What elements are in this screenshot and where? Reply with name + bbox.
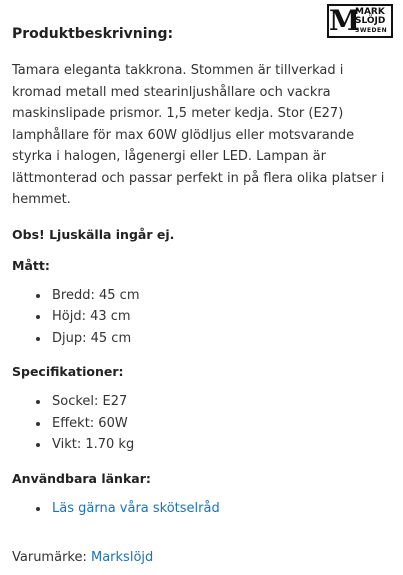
list-item: • Vikt: 1.70 kg: [50, 434, 391, 456]
brand-link[interactable]: Markslöjd: [91, 550, 154, 565]
description-text: Tamara eleganta takkrona. Stommen är tillverkad i kromad metall med stearinljushållare och vackra maskinslipade prismor. 1,5 meter kedja. Stor (E27) lamphållare för max 60W glödljus eller motsvarande styrka i halogen, lågenergi eller LED. Lampan är lättmonterad och passar perfekt in på flera olika platser i hemmet.: [12, 63, 385, 207]
logo-line-2: SLÖJD: [355, 15, 386, 26]
specs-list: [12, 391, 391, 456]
list-item: • Bredd: 45 cm: [50, 285, 391, 307]
care-instructions-link[interactable]: Läs gärna våra skötselråd: [52, 500, 220, 516]
list-item: • Effekt: 60W: [50, 413, 391, 435]
logo-letter: M: [329, 4, 360, 37]
logo-line-3: SWEDEN: [355, 26, 388, 34]
links-title: Användbara länkar:: [12, 470, 151, 486]
links-list: [12, 498, 391, 520]
product-description: [12, 60, 391, 565]
measures-title: Mått:: [12, 257, 50, 273]
specs-title: Specifikationer:: [12, 364, 124, 379]
brand-line: [12, 550, 391, 565]
section-heading: Produktbeskrivning:: [12, 26, 174, 42]
brand-label: Varumärke:: [12, 550, 87, 565]
brand-logo: [327, 4, 393, 38]
note-text: Obs! Ljuskälla ingår ej.: [12, 226, 175, 242]
list-item: • Djup: 45 cm: [50, 328, 391, 350]
list-item: • Sockel: E27: [50, 391, 391, 413]
list-item: • Höjd: 43 cm: [50, 306, 391, 328]
logo-line-1: MARK: [355, 6, 385, 17]
measures-list: [12, 285, 391, 350]
list-item: [50, 498, 391, 520]
logo-text: [355, 8, 387, 35]
